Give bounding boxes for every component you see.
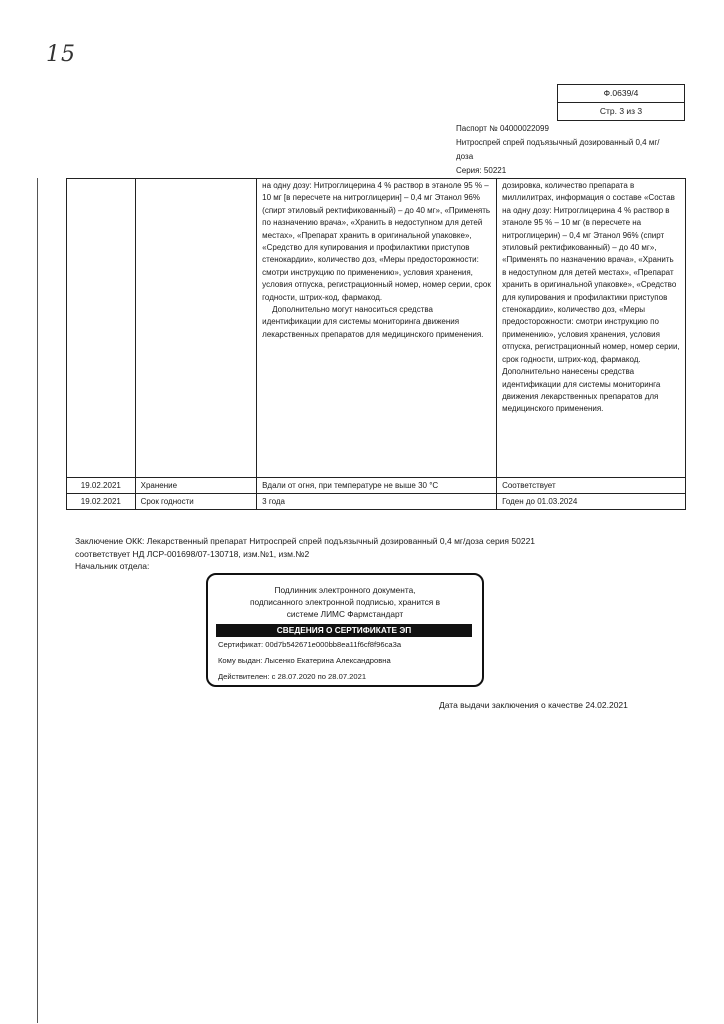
handwritten-page-number: 15: [46, 42, 76, 67]
electronic-signature-stamp: [206, 573, 484, 687]
qc-conclusion: [75, 535, 595, 573]
certificate-number: Сертификат: 00d7b542671e000bb8ea11f6cf8f96ca3a: [218, 640, 402, 649]
results-table: [66, 178, 686, 510]
cell-result: Соответствует: [497, 478, 686, 494]
cell-date: [67, 179, 136, 478]
issue-date: Дата выдачи заключения о качестве 24.02.2021: [439, 700, 628, 710]
certificate-info-bar: СВЕДЕНИЯ О СЕРТИФИКАТЕ ЭП: [216, 624, 472, 637]
department-head-label: Начальник отдела:: [75, 561, 150, 571]
table-row: [67, 494, 686, 510]
left-margin-line: [37, 178, 38, 1023]
conclusion-line: Заключение ОКК: Лекарственный препарат Нитроспрей спрей подъязычный дозированный 0,4 мг/доза серия 50221: [75, 536, 536, 546]
page-counter: Стр. 3 из 3: [558, 102, 684, 120]
form-code: Ф.0639/4: [603, 88, 639, 98]
cell-requirement: 3 года: [257, 494, 497, 510]
passport-header: [456, 122, 666, 178]
stamp-header: [208, 584, 482, 620]
cell-date: 19.02.2021: [67, 494, 136, 510]
requirement-text: на одну дозу: Нитроглицерина 4 % раствор в этаноле 95 % – 10 мг [в пересчете на нитроглицерин] – 0,4 мг Этанол 96% (спирт этиловый ректификованный) – до 40 мг», «Применять по назначению врача», «Хранить в недоступном для детей местах», «Препарат хранить в оригинальной упаковке», «Средство для купирования и профилактики приступов стенокардии», количество доз, «Меры предосторожности: смотри инструкцию по применению», условия хранения, условия отпуска, регистрационный номер, номер серии, срок годности, штрих-код, фармакод.: [262, 181, 491, 302]
cell-requirement: [257, 179, 497, 478]
requirement-note: Дополнительно могут наноситься средства идентификации для системы мониторинга движения лекарственных препаратов для медицинского применения.: [262, 305, 484, 339]
stamp-text: Подлинник электронного документа,: [274, 585, 416, 595]
table-row-continued: [67, 179, 686, 478]
cell-test: Срок годности: [135, 494, 257, 510]
passport-number: Паспорт № 04000022099: [456, 124, 549, 133]
cell-requirement: Вдали от огня, при температуре не выше 30 °С: [257, 478, 497, 494]
passport-product: Нитроспрей спрей подъязычный дозированный 0,4 мг/доза: [456, 138, 660, 161]
cell-result: Годен до 01.03.2024: [497, 494, 686, 510]
table-row: [67, 478, 686, 494]
conclusion-line: соответствует НД ЛСР-001698/07-130718, изм.№1, изм.№2: [75, 548, 310, 559]
certificate-validity: Действителен: с 28.07.2020 по 28.07.2021: [218, 672, 367, 681]
form-code-box: [557, 84, 685, 121]
cell-test: [135, 179, 257, 478]
certificate-owner: Кому выдан: Лысенко Екатерина Александровна: [218, 656, 391, 665]
cell-test: Хранение: [135, 478, 257, 494]
cell-result: дозировка, количество препарата в миллилитрах, информация о составе «Состав на одну дозу: Нитроглицерина 4 % раствор в этаноле 95 % – 10 мг (в пересчете на нитроглицерин) – 0,4 мг Этанол 96% (спирт этиловый ректификованный) – до 40 мг», «Применять по назначению врача», «Хранить в недоступном для детей местах», «Препарат хранить в оригинальной упаковке», «Средство для купирования и профилактики приступов стенокардии», количество доз, «Меры предосторожности: смотри инструкцию по применению», условия хранения, условия отпуска, регистрационный номер, номер серии, срок годности, штрих-код, фармакод. Дополнительно нанесены средства идентификации для системы мониторинга движения лекарственных препаратов для медицинского применения.: [497, 179, 686, 478]
passport-series: Серия: 50221: [456, 166, 507, 175]
stamp-text: подписанного электронной подписью, хранится в: [249, 597, 441, 607]
cell-date: 19.02.2021: [67, 478, 136, 494]
stamp-text: системе ЛИМС Фармстандарт: [286, 609, 404, 619]
